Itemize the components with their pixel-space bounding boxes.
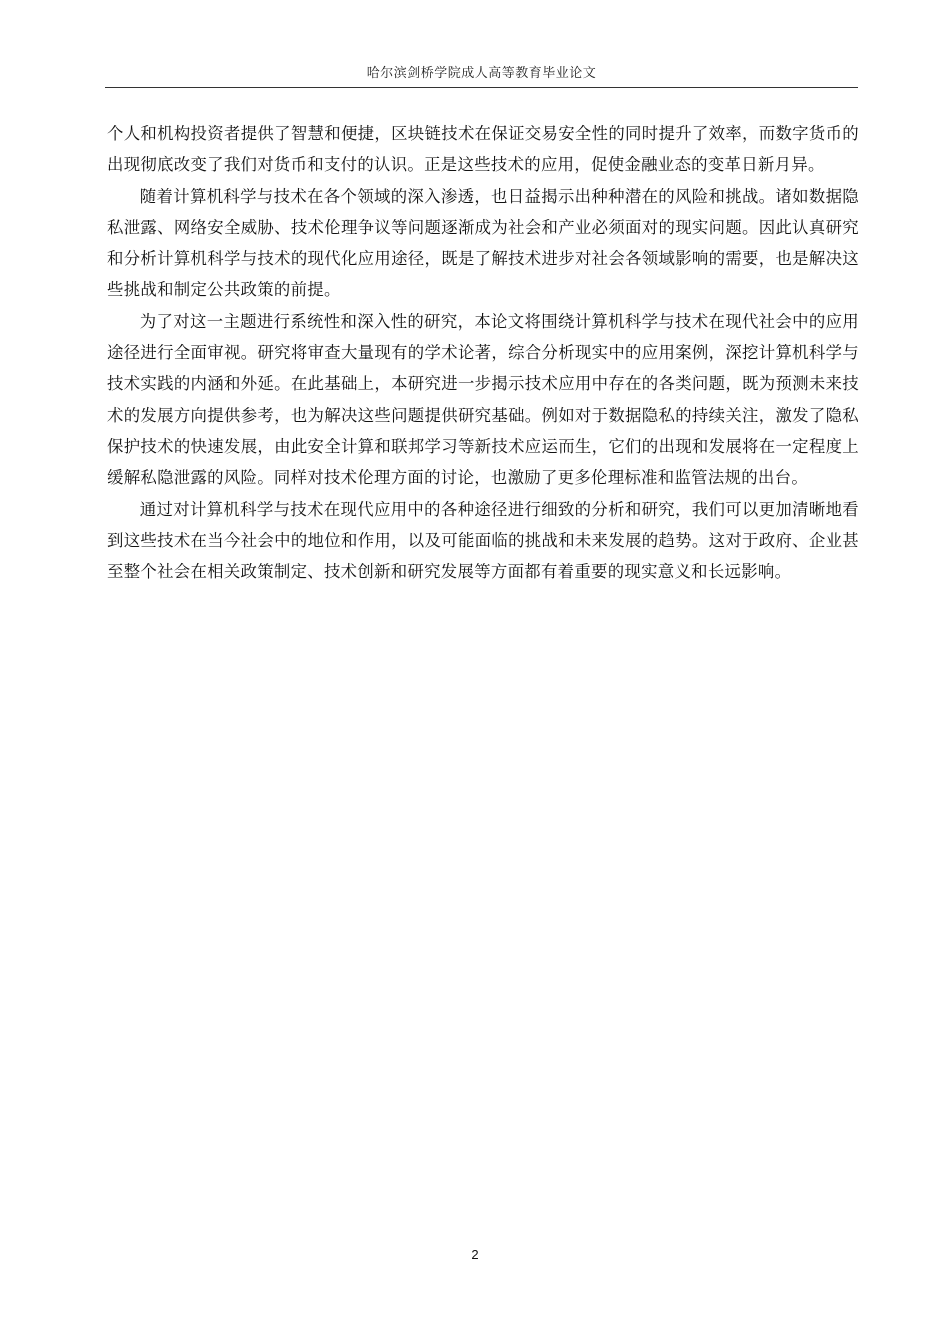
page-number: 2: [471, 1247, 479, 1262]
paragraph-3: 为了对这一主题进行系统性和深入性的研究，本论文将围绕计算机科学与技术在现代社会中的应用途径进行全面审视。研究将审查大量现有的学术论著，综合分析现实中的应用案例，深挖计算机科学与技术实践的内涵和外延。在此基础上，本研究进一步揭示技术应用中存在的各类问题，既为预测未来技术的发展方向提供参考，也为解决这些问题提供研究基础。例如对于数据隐私的持续关注，激发了隐私保护技术的快速发展，由此安全计算和联邦学习等新技术应运而生，它们的出现和发展将在一定程度上缓解私隐泄露的风险。同样对技术伦理方面的讨论，也激励了更多伦理标准和监管法规的出台。: [107, 311, 859, 488]
header-divider: [105, 87, 858, 88]
paragraph-4: 通过对计算机科学与技术在现代应用中的各种途径进行细致的分析和研究，我们可以更加清晰地看到这些技术在当今社会中的地位和作用，以及可能面临的挑战和未来发展的趋势。这对于政府、企业甚至整个社会在相关政策制定、技术创新和研究发展等方面都有着重要的现实意义和长远影响。: [107, 499, 859, 582]
body-text: [107, 118, 859, 587]
running-header: 哈尔滨剑桥学院成人高等教育毕业论文: [366, 66, 597, 81]
paragraph-1: 个人和机构投资者提供了智慧和便捷，区块链技术在保证交易安全性的同时提升了效率，而数字货币的出现彻底改变了我们对货币和支付的认识。正是这些技术的应用，促使金融业态的变革日新月异。: [107, 124, 859, 175]
paragraph-2: 随着计算机科学与技术在各个领域的深入渗透，也日益揭示出种种潜在的风险和挑战。诸如数据隐私泄露、网络安全威胁、技术伦理争议等问题逐渐成为社会和产业必须面对的现实问题。因此认真研究和分析计算机科学与技术的现代化应用途径，既是了解技术进步对社会各领域影响的需要，也是解决这些挑战和制定公共政策的前提。: [107, 186, 859, 300]
